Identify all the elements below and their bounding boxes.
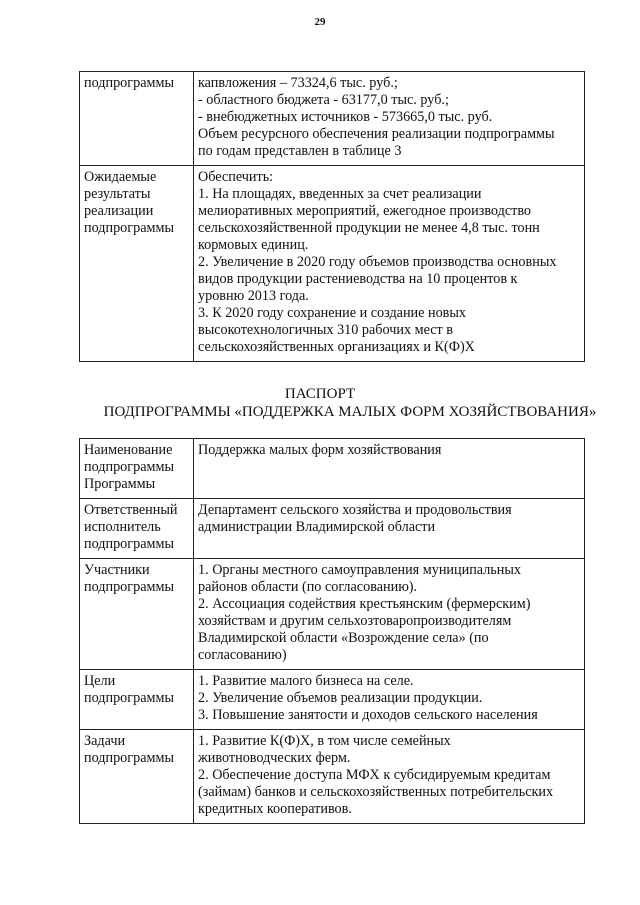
row-label-line: исполнитель: [84, 519, 161, 535]
row-value-line: согласованию): [198, 647, 287, 663]
row-value-cell: [194, 559, 585, 670]
table-row: [80, 559, 585, 670]
row-label-line: Цели: [84, 673, 116, 689]
row-value-line: видов продукции растениеводства на 10 процентов к: [198, 271, 518, 287]
row-value-line: Департамент сельского хозяйства и продовольствия: [198, 502, 512, 518]
row-label-line: подпрограммы: [84, 536, 174, 552]
row-value-line: по годам представлен в таблице 3: [198, 143, 402, 159]
row-value-line: 3. К 2020 году сохранение и создание новых: [198, 305, 467, 321]
row-label-cell: [80, 439, 194, 499]
row-label-line: Ответственный: [84, 502, 178, 518]
row-label-line: подпрограммы: [84, 579, 174, 595]
row-label-line: результаты: [84, 186, 151, 202]
row-value-cell: [194, 499, 585, 559]
row-label-cell: [80, 72, 194, 166]
row-value-line: 2. Увеличение в 2020 году объемов производства основных: [198, 254, 557, 270]
row-value-line: 2. Ассоциация содействия крестьянским (фермерским): [198, 596, 531, 612]
row-value-line: сельскохозяйственной продукции не менее 4,8 тыс. тонн: [198, 220, 540, 236]
row-value-line: Поддержка малых форм хозяйствования: [198, 442, 442, 458]
row-label-cell: [80, 670, 194, 730]
row-value-line: Обеспечить:: [198, 169, 274, 185]
row-label-line: Наименование: [84, 442, 173, 458]
passport-table: [79, 438, 585, 824]
row-label-cell: [80, 499, 194, 559]
row-value-line: высокотехнологичных 310 рабочих мест в: [198, 322, 453, 338]
row-value-line: сельскохозяйственных организациях и К(Ф)Х: [198, 339, 475, 355]
table-row: [80, 499, 585, 559]
row-value-cell: [194, 730, 585, 824]
row-value-cell: [194, 72, 585, 166]
row-value-line: 1. Органы местного самоуправления муниципальных: [198, 562, 521, 578]
table-row: [80, 670, 585, 730]
row-value-line: - областного бюджета - 63177,0 тыс. руб.;: [198, 92, 449, 108]
row-value-line: мелиоративных мероприятий, ежегодное производство: [198, 203, 532, 219]
row-value-line: 1. Развитие К(Ф)Х, в том числе семейных: [198, 733, 451, 749]
row-label-line: Участники: [84, 562, 150, 578]
row-value-line: кредитных кооперативов.: [198, 801, 352, 817]
row-value-line: уровню 2013 года.: [198, 288, 309, 304]
table-row: [80, 166, 585, 362]
row-label-cell: [80, 559, 194, 670]
table-row: [80, 730, 585, 824]
row-label-line: Задачи: [84, 733, 126, 749]
row-value-line: 1. Развитие малого бизнеса на селе.: [198, 673, 414, 689]
row-label-line: Ожидаемые: [84, 169, 157, 185]
passport-table-body: [80, 439, 585, 824]
row-value-cell: [194, 439, 585, 499]
row-value-line: Объем ресурсного обеспечения реализации подпрограммы: [198, 126, 555, 142]
row-value-line: (займам) банков и сельскохозяйственных потребительских: [198, 784, 554, 800]
row-value-line: - внебюджетных источников - 573665,0 тыс. руб.: [198, 109, 493, 125]
row-label-line: реализации: [84, 203, 154, 219]
row-value-line: животноводческих ферм.: [198, 750, 351, 766]
table-row: [80, 439, 585, 499]
row-value-line: администрации Владимирской области: [198, 519, 436, 535]
row-label-line: подпрограммы: [84, 750, 174, 766]
resource-table: [79, 71, 585, 362]
resource-table-body: [80, 72, 585, 362]
row-label-cell: [80, 166, 194, 362]
row-value-line: Владимирской области «Возрождение села» (по: [198, 630, 489, 646]
row-label-line: подпрограммы: [84, 459, 174, 475]
row-label-line: Программы: [84, 476, 156, 492]
page-number: 29: [314, 16, 326, 28]
row-label-line: подпрограммы: [84, 690, 174, 706]
row-value-line: 1. На площадях, введенных за счет реализации: [198, 186, 482, 202]
row-value-line: 3. Повышение занятости и доходов сельского населения: [198, 707, 538, 723]
row-label-line: подпрограммы: [84, 220, 174, 236]
row-label-line: подпрограммы: [84, 75, 174, 91]
row-value-line: хозяйствам и другим сельхозтоваропроизводителям: [198, 613, 512, 629]
row-value-line: районов области (по согласованию).: [198, 579, 418, 595]
subprogram-title: ПОДПРОГРАММЫ «ПОДДЕРЖКА МАЛЫХ ФОРМ ХОЗЯЙСТВОВАНИЯ»: [103, 404, 597, 420]
row-label-cell: [80, 730, 194, 824]
table-row: [80, 72, 585, 166]
row-value-cell: [194, 166, 585, 362]
row-value-line: 2. Увеличение объемов реализации продукции.: [198, 690, 483, 706]
passport-heading: ПАСПОРТ: [284, 386, 356, 402]
row-value-line: кормовых единиц.: [198, 237, 309, 253]
row-value-cell: [194, 670, 585, 730]
row-value-line: капвложения – 73324,6 тыс. руб.;: [198, 75, 398, 91]
row-value-line: 2. Обеспечение доступа МФХ к субсидируемым кредитам: [198, 767, 551, 783]
